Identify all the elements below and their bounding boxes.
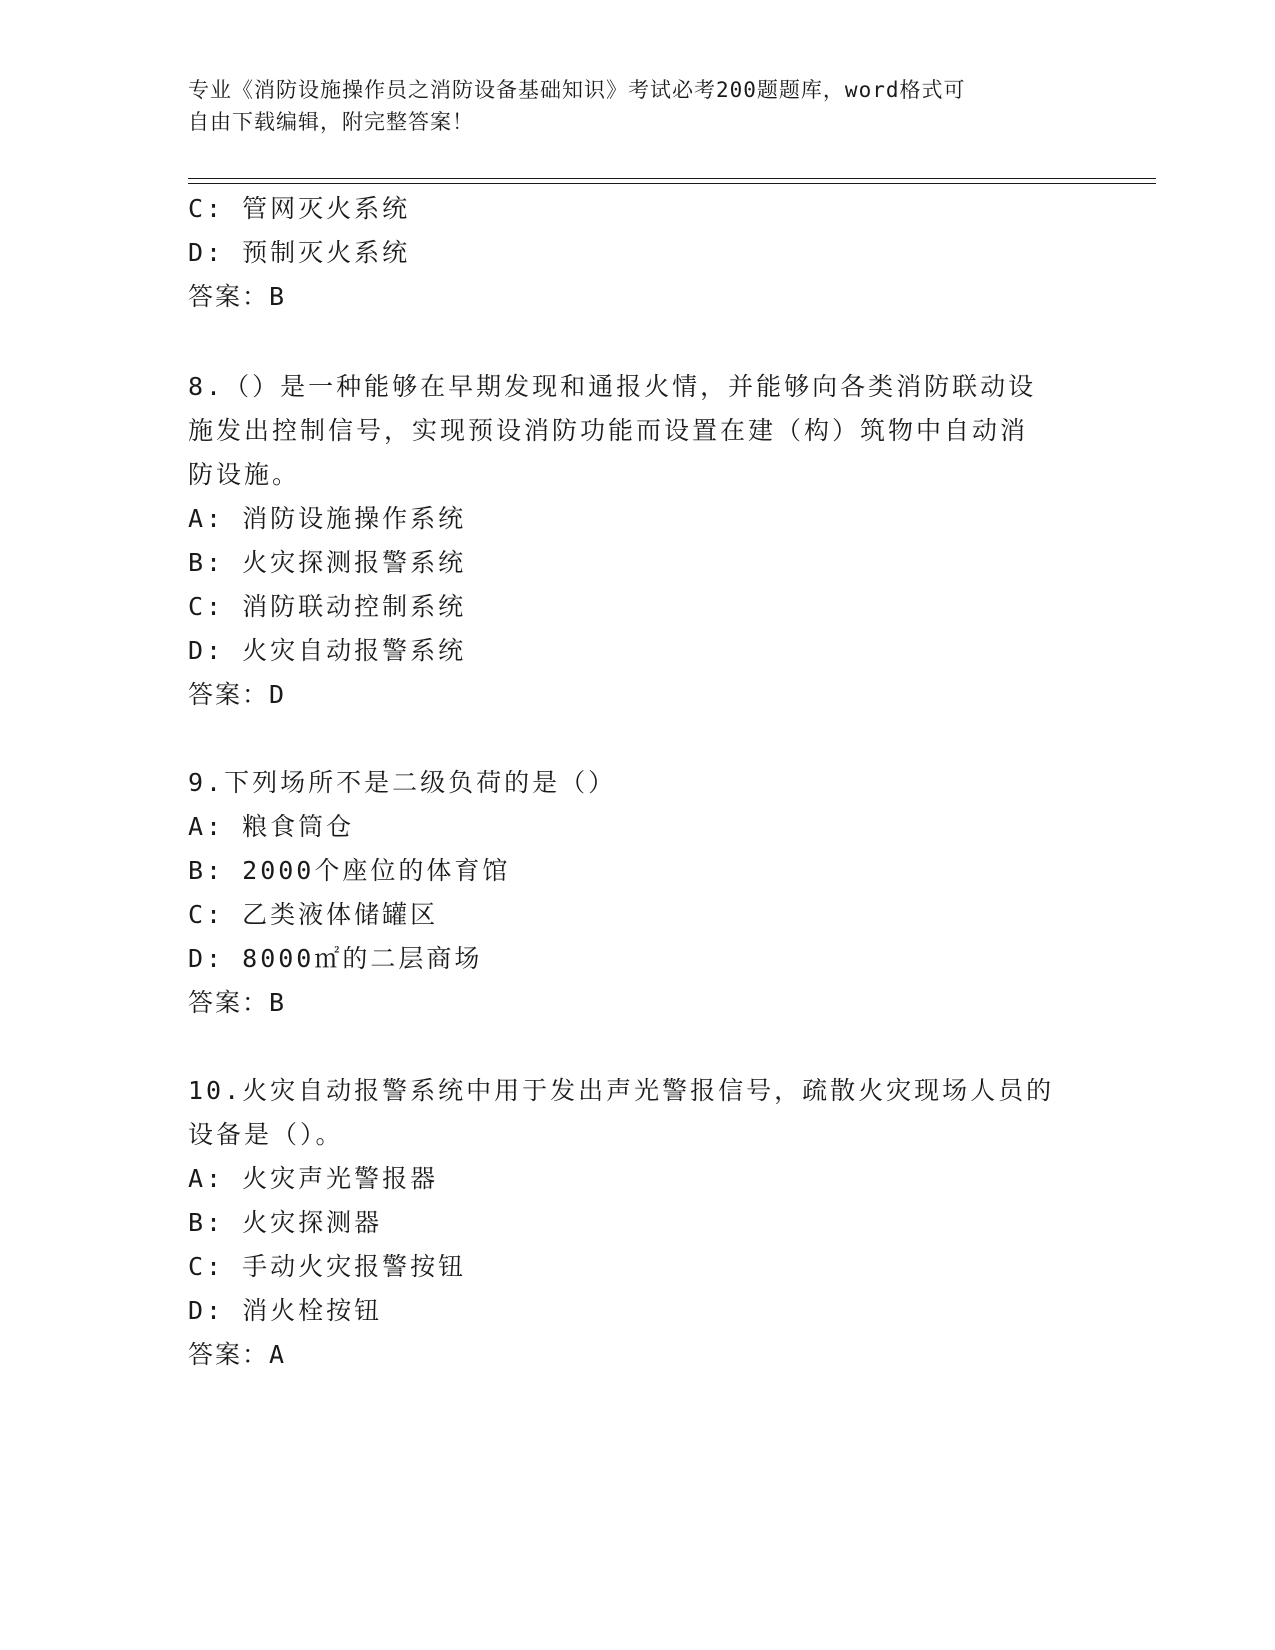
q10-option-a: A: 火灾声光警报器	[188, 1164, 439, 1193]
q9-option-b: B: 2000个座位的体育馆	[188, 856, 511, 885]
q8-stem-line-1: 8.（）是一种能够在早期发现和通报火情，并能够向各类消防联动设	[188, 372, 1037, 401]
header-line-2: 自由下载编辑，附完整答案！	[188, 110, 474, 134]
q7-answer: 答案：B	[188, 282, 287, 311]
q8-option-d: D: 火灾自动报警系统	[188, 636, 467, 665]
q8-option-c: C: 消防联动控制系统	[188, 592, 467, 621]
q8-option-a: A: 消防设施操作系统	[188, 504, 467, 533]
q9-answer: 答案：B	[188, 988, 287, 1017]
header-divider-bottom	[188, 183, 1156, 184]
document-header	[188, 74, 1068, 138]
q8-answer: 答案：D	[188, 680, 287, 709]
q8-stem-line-3: 防设施。	[188, 460, 301, 489]
header-divider-top	[188, 178, 1156, 179]
q10-option-c: C: 手动火灾报警按钮	[188, 1252, 467, 1281]
q10-option-d: D: 消火栓按钮	[188, 1296, 383, 1325]
q10-option-b: B: 火灾探测器	[188, 1208, 383, 1237]
q10-stem-line-2: 设备是（）。	[188, 1120, 344, 1149]
q8-stem-line-2: 施发出控制信号，实现预设消防功能而设置在建（构）筑物中自动消	[188, 416, 1029, 445]
q9-option-d: D: 8000㎡的二层商场	[188, 944, 483, 973]
q7-option-d: D: 预制灭火系统	[188, 238, 411, 267]
q7-option-c: C: 管网灭火系统	[188, 194, 411, 223]
header-line-1: 专业《消防设施操作员之消防设备基础知识》考试必考200题题库，word格式可	[188, 78, 966, 102]
q9-option-a: A: 粮食筒仓	[188, 812, 355, 841]
q9-option-c: C: 乙类液体储罐区	[188, 900, 439, 929]
q8-option-b: B: 火灾探测报警系统	[188, 548, 467, 577]
q10-stem-line-1: 10.火灾自动报警系统中用于发出声光警报信号，疏散火灾现场人员的	[188, 1076, 1055, 1105]
q10-answer: 答案：A	[188, 1340, 287, 1369]
q9-stem-line-1: 9.下列场所不是二级负荷的是（）	[188, 768, 617, 797]
